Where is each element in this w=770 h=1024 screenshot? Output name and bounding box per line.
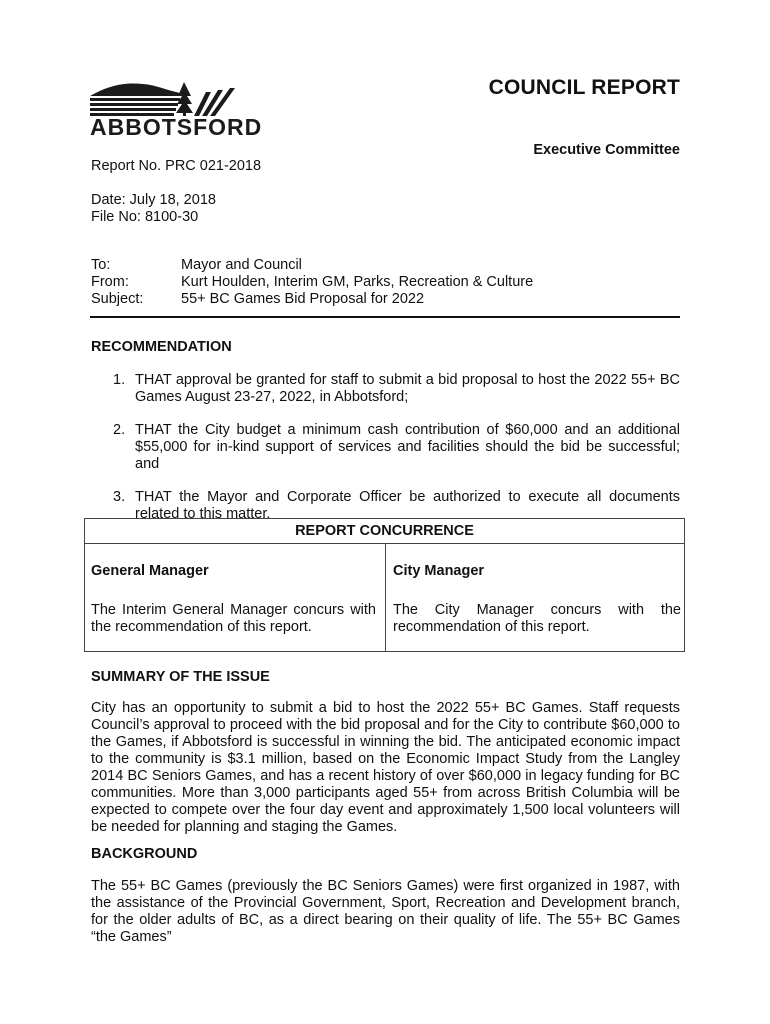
list-item	[91, 422, 680, 473]
abbotsford-logo	[88, 76, 263, 140]
list-item-number: 1.	[113, 372, 126, 388]
concurrence-body	[85, 544, 684, 652]
report-concurrence-table	[84, 518, 685, 652]
subject-value: 55+ BC Games Bid Proposal for 2022	[181, 291, 425, 307]
to-row	[91, 257, 302, 274]
list-item-text: THAT approval be granted for staff to submit a bid proposal to host the 2022 55+ BC Games August 23-27, 2022, in Abbotsford;	[135, 372, 680, 405]
recommendation-list	[91, 372, 680, 539]
general-manager-cell	[91, 544, 376, 636]
list-item-number: 3.	[113, 489, 126, 505]
logo-wordmark: ABBOTSFORD	[90, 114, 263, 140]
file-number: File No: 8100-30	[91, 209, 199, 225]
from-value: Kurt Houlden, Interim GM, Parks, Recreation & Culture	[181, 274, 534, 290]
subject-label: Subject:	[91, 291, 144, 307]
column-divider	[385, 544, 386, 652]
mountain-tree-logo-icon	[88, 76, 238, 116]
list-item	[91, 372, 680, 406]
to-value: Mayor and Council	[181, 257, 302, 273]
general-manager-text: The Interim General Manager concurs with the recommendation of this report.	[91, 602, 376, 635]
recommendation-heading: RECOMMENDATION	[91, 339, 232, 355]
report-date: Date: July 18, 2018	[91, 192, 216, 208]
city-manager-text: The City Manager concurs with the recommendation of this report.	[393, 602, 681, 635]
subject-row	[91, 291, 424, 308]
report-number: Report No. PRC 021-2018	[91, 158, 262, 174]
list-item-text: THAT the City budget a minimum cash contribution of $60,000 and an additional $55,000 for in-kind support of services and facilities should the bid be successful; and	[135, 422, 680, 472]
header-divider	[90, 316, 680, 318]
city-manager-title: City Manager	[393, 563, 485, 579]
background-paragraph: The 55+ BC Games (previously the BC Seniors Games) were first organized in 1987, with the assistance of the Provincial Government, Sport, Recreation and Development branch, for the older adults of BC, as a direct bearing on their quality of life. The 55+ BC Games “the Games”	[91, 878, 680, 945]
report-title: COUNCIL REPORT	[488, 76, 680, 99]
general-manager-title: General Manager	[91, 563, 209, 579]
summary-heading: SUMMARY OF THE ISSUE	[91, 669, 270, 685]
committee-name: Executive Committee	[533, 142, 680, 158]
from-label: From:	[91, 274, 129, 290]
concurrence-heading: REPORT CONCURRENCE	[85, 519, 684, 544]
from-row	[91, 274, 533, 291]
city-manager-cell	[393, 544, 681, 636]
summary-paragraph: City has an opportunity to submit a bid to host the 2022 55+ BC Games. Staff requests Council’s approval to proceed with the bid proposal and for the City to contribute $60,000 to the Games, if Abbotsford is successful in winning the bid. The anticipated economic impact to the community is $3.1 million, based on the Economic Impact Study from the Langley 2014 BC Seniors Games, and has a recent history of over $60,000 in legacy funding for BC communities. More than 3,000 participants aged 55+ from across British Columbia will be expected to compete over the four day event and approximately 1,500 local volunteers will be needed for planning and staging the Games.	[91, 700, 680, 835]
list-item-text: THAT the Mayor and Corporate Officer be authorized to execute all documents related to this matter.	[135, 489, 680, 522]
to-label: To:	[91, 257, 111, 273]
list-item-number: 2.	[113, 422, 126, 438]
background-heading: BACKGROUND	[91, 846, 198, 862]
